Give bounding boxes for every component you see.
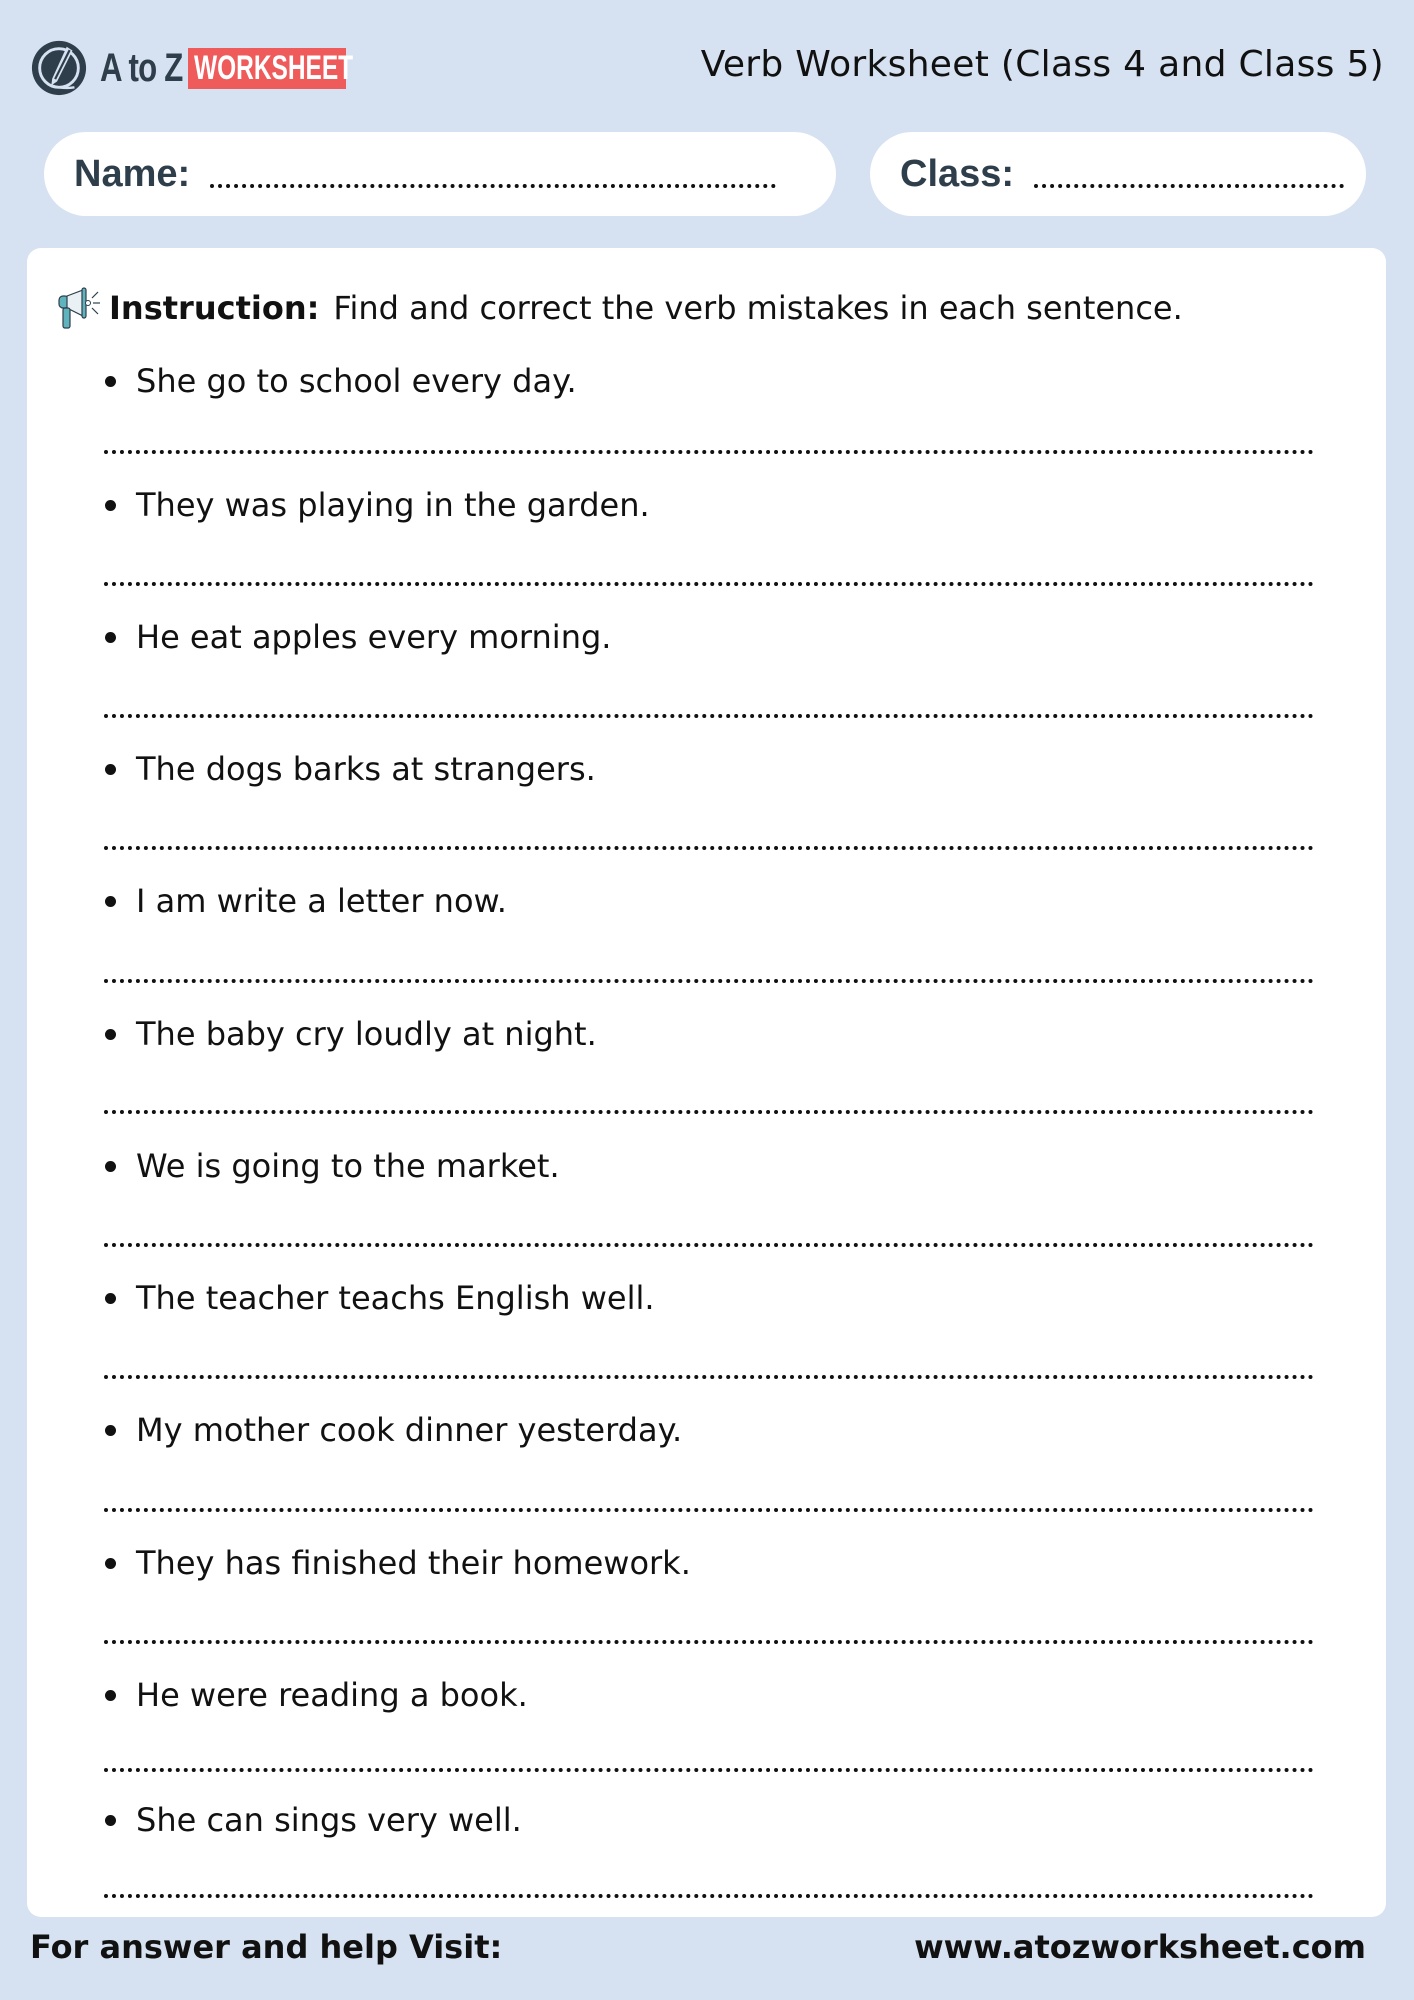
answer-line[interactable] xyxy=(104,1768,1314,1772)
sentence-text: She can sings very well. xyxy=(136,1801,522,1839)
list-item xyxy=(105,1801,522,1839)
list-item xyxy=(105,1015,597,1053)
megaphone-icon xyxy=(55,286,101,330)
answer-line[interactable] xyxy=(104,1508,1314,1512)
list-item xyxy=(105,1411,682,1449)
instruction-label: Instruction: xyxy=(109,289,320,327)
answer-line[interactable] xyxy=(104,714,1314,718)
bullet-icon xyxy=(105,896,116,907)
sentence-text: The baby cry loudly at night. xyxy=(136,1015,597,1053)
sentence-text: They was playing in the garden. xyxy=(136,486,650,524)
bullet-icon xyxy=(105,632,116,643)
list-item xyxy=(105,486,650,524)
name-input-line[interactable] xyxy=(210,184,776,188)
answer-line[interactable] xyxy=(104,1640,1314,1644)
answer-line[interactable] xyxy=(104,846,1314,850)
bullet-icon xyxy=(105,1425,116,1436)
pen-nib-circle-icon xyxy=(30,39,88,97)
answer-line[interactable] xyxy=(104,582,1314,586)
worksheet-card xyxy=(27,248,1386,1917)
answer-line[interactable] xyxy=(104,450,1314,454)
list-item xyxy=(105,1544,691,1582)
bullet-icon xyxy=(105,500,116,511)
sentence-text: The teacher teachs English well. xyxy=(136,1279,655,1317)
bullet-icon xyxy=(105,764,116,775)
footer-help-text: For answer and help Visit: xyxy=(30,1928,503,1966)
answer-line[interactable] xyxy=(104,1243,1314,1247)
name-label: Name: xyxy=(74,152,191,195)
bullet-icon xyxy=(105,1690,116,1701)
class-field[interactable] xyxy=(870,132,1366,216)
page-title: Verb Worksheet (Class 4 and Class 5) xyxy=(700,44,1384,85)
brand-badge-text: WORKSHEET xyxy=(194,49,354,87)
answer-line[interactable] xyxy=(104,1894,1314,1898)
sentence-text: I am write a letter now. xyxy=(136,882,507,920)
brand-badge xyxy=(188,48,354,89)
bullet-icon xyxy=(105,1029,116,1040)
list-item xyxy=(105,882,507,920)
brand-name: A to Z xyxy=(100,45,183,90)
list-item xyxy=(105,750,596,788)
bullet-icon xyxy=(105,1293,116,1304)
sentence-text: My mother cook dinner yesterday. xyxy=(136,1411,683,1449)
list-item xyxy=(105,618,611,656)
sentence-text: The dogs barks at strangers. xyxy=(136,750,596,788)
instruction-text: Find and correct the verb mistakes in each sentence. xyxy=(333,289,1183,327)
footer-website-link[interactable]: www.atozworksheet.com xyxy=(914,1928,1366,1966)
list-item xyxy=(105,1279,655,1317)
answer-line[interactable] xyxy=(104,979,1314,983)
brand-logo xyxy=(30,37,354,99)
name-field[interactable] xyxy=(44,132,836,216)
sentence-text: He were reading a book. xyxy=(136,1676,528,1714)
answer-line[interactable] xyxy=(104,1375,1314,1379)
class-input-line[interactable] xyxy=(1034,184,1344,188)
bullet-icon xyxy=(105,376,116,387)
list-item xyxy=(105,1147,560,1185)
list-item xyxy=(105,1676,528,1714)
sentence-text: They has finished their homework. xyxy=(136,1544,691,1582)
bullet-icon xyxy=(105,1558,116,1569)
sentence-text: We is going to the market. xyxy=(136,1147,560,1185)
sentence-text: He eat apples every morning. xyxy=(136,618,612,656)
bullet-icon xyxy=(105,1161,116,1172)
bullet-icon xyxy=(105,1815,116,1826)
instruction xyxy=(55,286,1183,330)
sentence-text: She go to school every day. xyxy=(136,362,577,400)
class-label: Class: xyxy=(900,152,1015,195)
list-item xyxy=(105,362,577,400)
answer-line[interactable] xyxy=(104,1110,1314,1114)
